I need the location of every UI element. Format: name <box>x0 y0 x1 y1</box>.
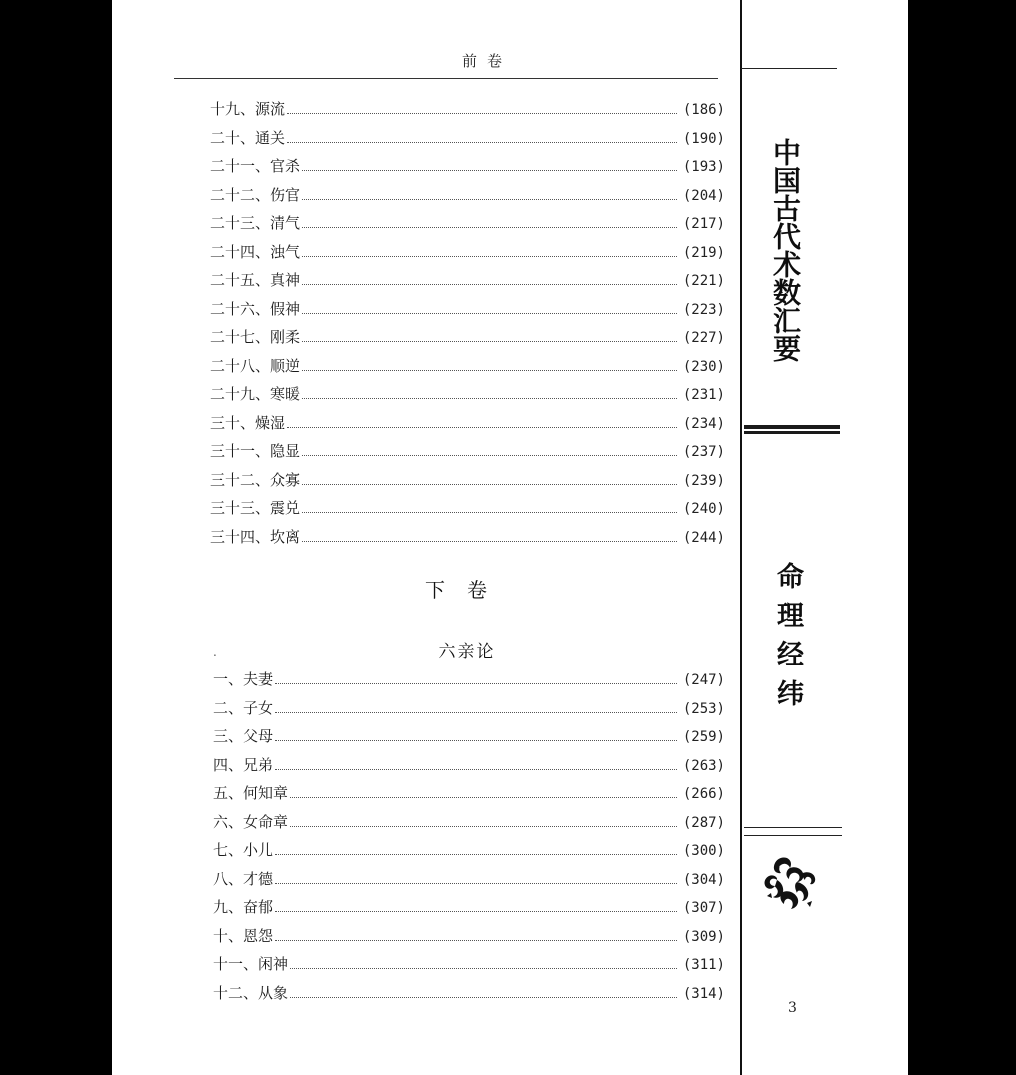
toc-entry-title: 二十、通关 <box>210 128 286 147</box>
toc-entry-page: (300) <box>682 843 725 859</box>
toc-leader-dots <box>302 541 677 542</box>
toc-entry-title: 十、恩怨 <box>213 926 274 945</box>
toc-entry-title: 三、父母 <box>213 727 274 745</box>
toc-entry <box>210 181 725 210</box>
toc-entry <box>213 865 725 894</box>
toc-leader-dots <box>275 769 677 770</box>
side-band-thick-rule <box>744 425 840 429</box>
toc-entry-page: (307) <box>682 900 725 916</box>
toc-leader-dots <box>275 911 677 912</box>
toc-front-volume <box>210 95 725 551</box>
toc-entry-page: (287) <box>682 814 725 831</box>
toc-leader-dots <box>302 284 677 285</box>
toc-entry-page: (240) <box>682 501 725 517</box>
stray-dot: . <box>213 645 217 659</box>
toc-back-volume <box>213 665 725 1007</box>
toc-entry <box>210 266 725 295</box>
toc-entry-page: (227) <box>682 330 725 346</box>
toc-entry <box>210 523 725 552</box>
toc-entry-page: (204) <box>682 187 725 204</box>
toc-entry-page: (237) <box>682 444 725 460</box>
toc-leader-dots <box>290 826 677 827</box>
toc-entry <box>213 836 725 865</box>
toc-entry-page: (230) <box>682 358 725 375</box>
page-number: 3 <box>788 1000 797 1016</box>
toc-entry <box>213 751 725 780</box>
toc-entry <box>213 722 725 751</box>
series-title: 中国古代术数汇要 <box>769 138 802 362</box>
toc-entry-page: (266) <box>682 786 725 802</box>
toc-leader-dots <box>302 370 677 371</box>
toc-entry-page: (247) <box>682 672 725 688</box>
toc-entry <box>213 694 725 723</box>
toc-leader-dots <box>290 997 677 998</box>
dragon-emblem-icon <box>757 852 821 914</box>
toc-leader-dots <box>302 227 677 228</box>
toc-entry-title: 二十四、浊气 <box>210 242 301 261</box>
toc-leader-dots <box>302 313 677 314</box>
toc-entry-title: 一、夫妻 <box>213 670 274 688</box>
toc-entry <box>210 437 725 466</box>
toc-entry <box>213 779 725 808</box>
toc-entry-page: (244) <box>682 529 725 546</box>
toc-entry-title: 八、才德 <box>213 869 274 888</box>
toc-entry-page: (263) <box>682 757 725 774</box>
toc-entry-title: 七、小儿 <box>213 841 274 859</box>
toc-entry-title: 二十三、清气 <box>210 214 301 232</box>
toc-entry <box>213 665 725 694</box>
toc-entry-page: (221) <box>682 273 725 289</box>
toc-entry-title: 九、奋郁 <box>213 898 274 916</box>
toc-entry-title: 二十九、寒暖 <box>210 385 301 403</box>
side-band-divider <box>740 0 742 1075</box>
toc-entry-title: 三十三、震兑 <box>210 499 301 517</box>
toc-entry-page: (217) <box>682 216 725 232</box>
toc-entry-page: (314) <box>682 985 725 1002</box>
toc-leader-dots <box>287 113 677 114</box>
side-band-thick-rule-2 <box>744 431 840 434</box>
toc-entry-title: 二十二、伤官 <box>210 185 301 204</box>
toc-entry-title: 三十二、众寡 <box>210 470 301 489</box>
toc-entry <box>213 922 725 951</box>
toc-entry-page: (193) <box>682 159 725 175</box>
toc-entry <box>210 466 725 495</box>
toc-entry <box>210 323 725 352</box>
toc-leader-dots <box>302 170 677 171</box>
toc-leader-dots <box>287 427 677 428</box>
toc-entry-title: 六、女命章 <box>213 812 289 831</box>
toc-entry <box>213 950 725 979</box>
toc-entry <box>210 209 725 238</box>
toc-entry-title: 十九、源流 <box>210 100 286 118</box>
toc-leader-dots <box>275 883 677 884</box>
toc-entry-page: (259) <box>682 729 725 745</box>
toc-leader-dots <box>302 398 677 399</box>
toc-entry-page: (219) <box>682 244 725 261</box>
toc-leader-dots <box>302 455 677 456</box>
side-band-rule-top <box>741 68 837 69</box>
toc-entry-title: 二、子女 <box>213 698 274 717</box>
toc-entry <box>210 124 725 153</box>
toc-entry-title: 三十、燥湿 <box>210 413 286 432</box>
toc-entry-page: (311) <box>682 957 725 973</box>
toc-entry-title: 三十一、隐显 <box>210 442 301 460</box>
toc-leader-dots <box>275 940 677 941</box>
toc-leader-dots <box>290 797 677 798</box>
toc-entry <box>210 409 725 438</box>
toc-entry-title: 二十一、官杀 <box>210 157 301 175</box>
toc-entry-title: 二十五、真神 <box>210 271 301 289</box>
toc-entry <box>210 380 725 409</box>
running-header: 前卷 <box>461 52 512 70</box>
toc-entry <box>210 152 725 181</box>
toc-entry <box>210 494 725 523</box>
toc-leader-dots <box>302 256 677 257</box>
back-volume-heading: 下卷 <box>425 578 509 602</box>
header-rule <box>174 78 718 79</box>
toc-entry-page: (186) <box>682 102 725 118</box>
toc-entry-title: 二十七、刚柔 <box>210 328 301 346</box>
toc-entry <box>213 979 725 1008</box>
toc-entry-page: (304) <box>682 871 725 888</box>
toc-entry-page: (234) <box>682 415 725 432</box>
toc-leader-dots <box>275 712 677 713</box>
toc-entry-title: 十一、闲神 <box>213 955 289 973</box>
toc-entry-title: 二十八、顺逆 <box>210 356 301 375</box>
toc-entry-page: (223) <box>682 301 725 318</box>
toc-entry <box>210 295 725 324</box>
toc-leader-dots <box>302 512 677 513</box>
toc-entry <box>213 893 725 922</box>
side-band-rule-lower-2 <box>744 835 842 836</box>
toc-leader-dots <box>287 142 677 143</box>
section-heading: 六亲论 <box>438 642 496 662</box>
side-band-rule-lower <box>744 827 842 828</box>
toc-entry <box>213 808 725 837</box>
toc-entry-page: (253) <box>682 700 725 717</box>
toc-leader-dots <box>275 740 677 741</box>
toc-leader-dots <box>275 854 677 855</box>
toc-entry-title: 五、何知章 <box>213 784 289 802</box>
toc-entry-title: 三十四、坎离 <box>210 527 301 546</box>
toc-entry-title: 二十六、假神 <box>210 299 301 318</box>
toc-entry-page: (231) <box>682 387 725 403</box>
book-title: 命理经纬 <box>772 562 803 718</box>
toc-leader-dots <box>302 199 677 200</box>
toc-entry <box>210 95 725 124</box>
toc-entry-page: (190) <box>682 130 725 147</box>
toc-leader-dots <box>275 683 677 684</box>
toc-entry <box>210 238 725 267</box>
toc-leader-dots <box>302 341 677 342</box>
toc-leader-dots <box>290 968 677 969</box>
toc-leader-dots <box>302 484 677 485</box>
toc-entry-title: 十二、从象 <box>213 983 289 1002</box>
document-page <box>112 0 908 1075</box>
toc-entry-page: (239) <box>682 472 725 489</box>
toc-entry-page: (309) <box>682 928 725 945</box>
toc-entry <box>210 352 725 381</box>
toc-entry-title: 四、兄弟 <box>213 755 274 774</box>
